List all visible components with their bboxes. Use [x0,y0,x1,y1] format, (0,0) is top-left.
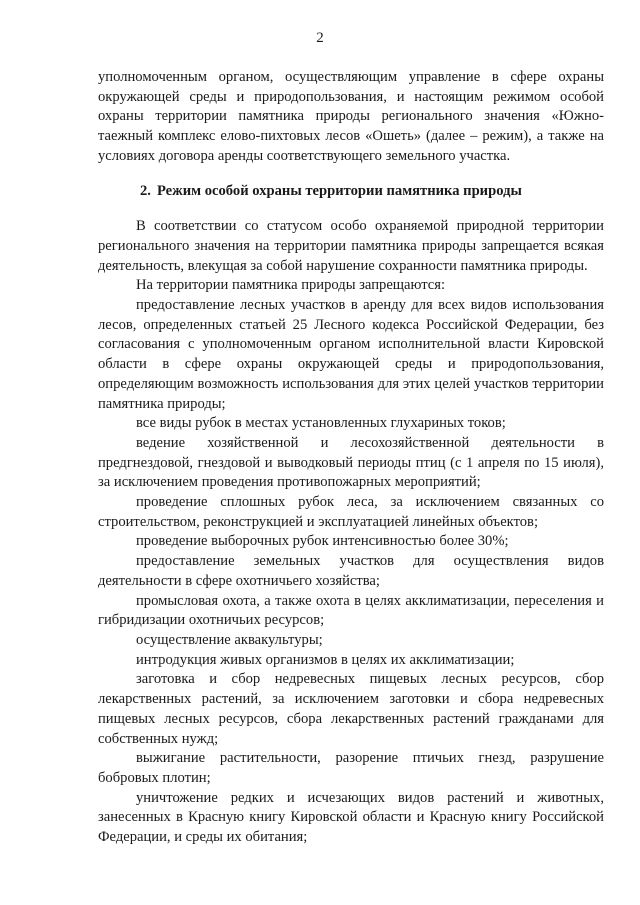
list-item: проведение выборочных рубок интенсивностью более 30%; [136,533,509,550]
list-lead: На территории памятника природы запрещаются: [136,277,446,294]
list-item: промысловая охота, а также охота в целях акклиматизации, переселения и гибридизации охотничьих ресурсов; [98,592,604,629]
section-title: Режим особой охраны территории памятника природы [156,182,522,199]
prohibitions-list [98,296,604,848]
section-heading [98,182,604,202]
page-number: 2 [316,30,324,46]
list-item: предоставление лесных участков в аренду для всех видов использования лесов, определенных статьей 25 Лесного кодекса Российской Федерации, без согласования с уполномоченным органом исполнительной власти Кировской области в сфере охраны окружающей среды и природопользования, определяющим возможность использования для этих целей участков территории памятника природы; [98,297,604,412]
list-item: все виды рубок в местах установленных глухариных токов; [136,415,506,432]
intro-paragraph: В соответствии со статусом особо охраняемой природной территории регионального значения на территории памятника природы запрещается всякая деятельность, влекущая за собой нарушение сохранности памятника природы. [98,218,604,274]
list-item: интродукция живых организмов в целях их акклиматизации; [136,651,515,668]
opening-paragraph: уполномоченным органом, осуществляющим управление в сфере охраны окружающей среды и природопользования, и настоящим режимом особой охраны территории памятника природы регионального значения «Южно-таежный комплекс елово-пихтовых лесов «Ошеть» (далее – режим), а также на условиях договора аренды соответствующего земельного участка. [98,69,604,164]
section-number: 2. [140,182,151,199]
list-item: осуществление аквакультуры; [136,631,323,648]
list-item: ведение хозяйственной и лесохозяйственной деятельности в предгнездовой, гнездовой и выводковый периоды птиц (с 1 апреля по 15 июля), за исключением проведения противопожарных мероприятий; [98,434,604,491]
list-item: проведение сплошных рубок леса, за исключением связанных со строительством, реконструкцией и эксплуатацией линейных объектов; [98,494,604,530]
list-item: выжигание растительности, разорение птичьих гнезд, разрушение бобровых плотин; [98,750,604,786]
document-body [98,68,604,848]
list-item: уничтожение редких и исчезающих видов растений и животных, занесенных в Красную книгу Кировской области и Красную книгу Российской Федерации, и среды их обитания; [98,789,604,846]
list-item: заготовка и сбор недревесных пищевых лесных ресурсов, сбор лекарственных растений, за исключением заготовки и сбора недревесных пищевых лесных ресурсов, сбора лекарственных растений гражданами для собственных нужд; [98,671,604,747]
list-item: предоставление земельных участков для осуществления видов деятельности в сфере охотничьего хозяйства; [98,553,604,589]
